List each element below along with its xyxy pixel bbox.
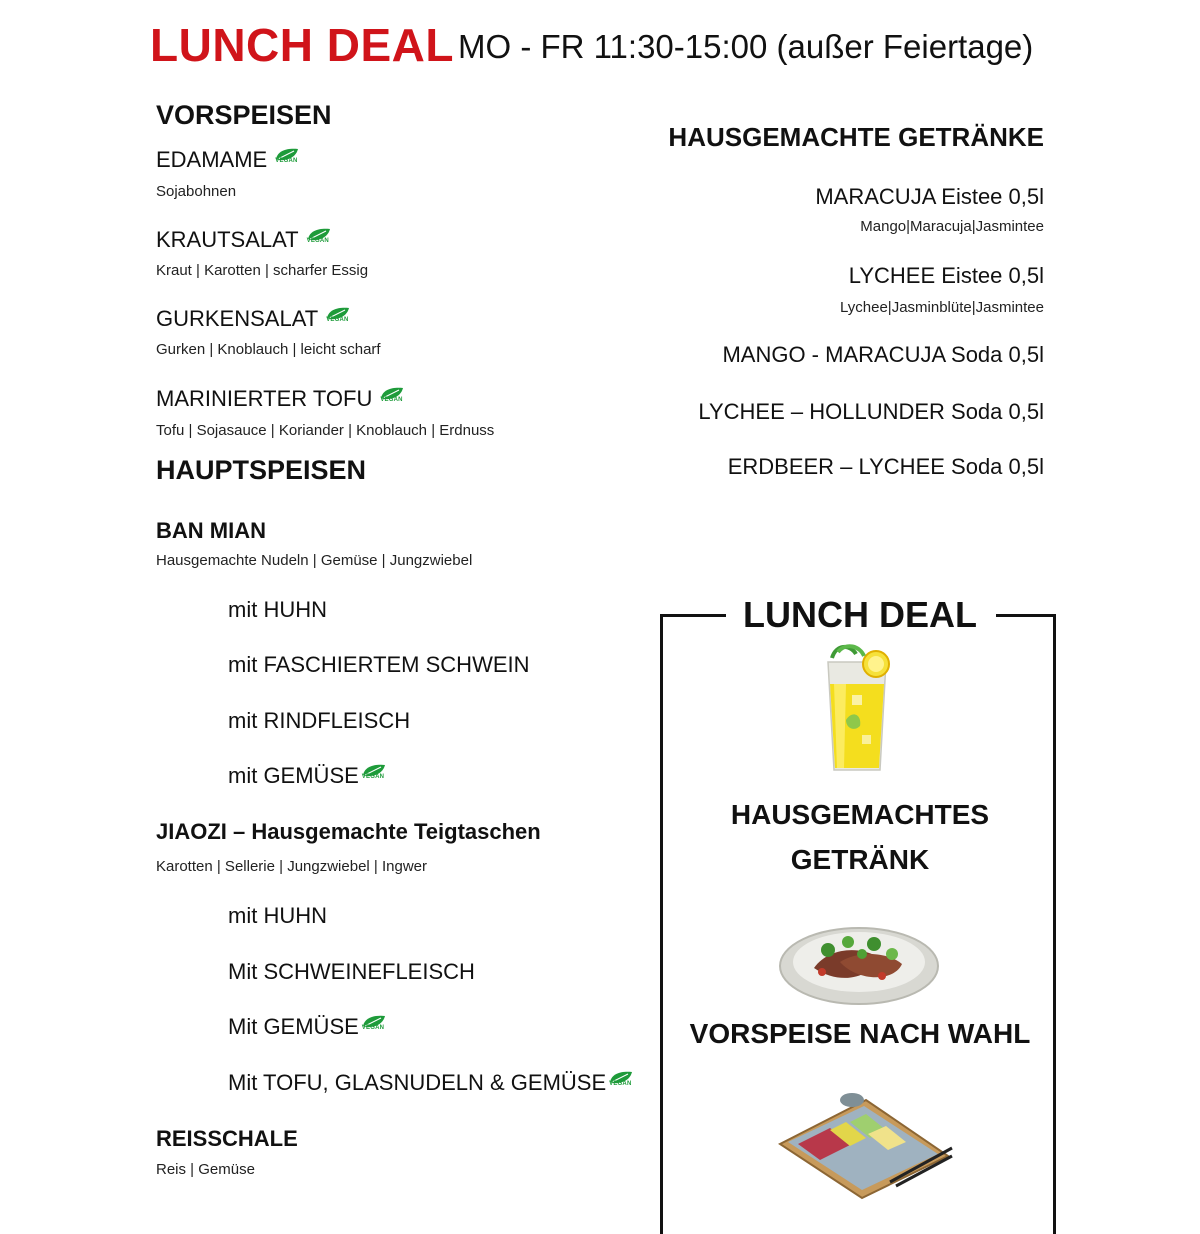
mains-heading: HAUPTSPEISEN xyxy=(156,455,367,485)
dish-desc: Karotten | Sellerie | Jungzwiebel | Ingwer xyxy=(156,858,427,875)
deal-drink-caption-1: HAUSGEMACHTES xyxy=(730,799,990,830)
opening-hours: MO - FR 11:30-15:00 (außer Feiertage) xyxy=(458,28,1034,65)
page-title: LUNCH DEAL xyxy=(150,19,454,71)
dish-name-jiaozi: JIAOZI – Hausgemachte Teigtaschen xyxy=(156,819,541,844)
dish-name-ban-mian: BAN MIAN xyxy=(156,518,266,543)
drink-desc: Mango|Maracuja|Jasmintee xyxy=(860,218,1044,235)
vegan-leaf-icon: VEGAN xyxy=(272,147,300,169)
starter-name: GURKENSALAT xyxy=(156,306,319,331)
starter-name: EDAMAME xyxy=(156,147,268,172)
deal-box-title: LUNCH DEAL xyxy=(743,594,977,635)
dish-variant: mit HUHN xyxy=(228,903,327,928)
dish-variant: Mit GEMÜSE xyxy=(228,1014,359,1039)
starter-desc: Gurken | Knoblauch | leicht scharf xyxy=(156,341,381,358)
dish-variant-vegan xyxy=(228,1014,387,1040)
drink-name: LYCHEE – HOLLUNDER Soda 0,5l xyxy=(698,399,1044,424)
dish-desc: Reis | Gemüse xyxy=(156,1161,255,1178)
starter-name: MARINIERTER TOFU xyxy=(156,386,373,411)
dish-variant: Mit TOFU, GLASNUDELN & GEMÜSE xyxy=(228,1070,607,1095)
dish-variant: mit FASCHIERTEM SCHWEIN xyxy=(228,652,530,677)
dish-variant-vegan xyxy=(228,763,387,789)
drink-name: LYCHEE Eistee 0,5l xyxy=(848,263,1044,288)
drink-desc: Lychee|Jasminblüte|Jasmintee xyxy=(839,299,1044,316)
starter-item-tofu xyxy=(156,386,405,412)
main-dish-image xyxy=(770,1086,954,1205)
starter-desc: Kraut | Karotten | scharfer Essig xyxy=(156,262,369,279)
drink-name: MARACUJA Eistee 0,5l xyxy=(815,184,1044,209)
starters-heading: VORSPEISEN xyxy=(156,100,332,130)
dish-variant: Mit SCHWEINEFLEISCH xyxy=(228,959,475,984)
starter-desc: Sojabohnen xyxy=(156,183,237,200)
vegan-leaf-icon: VEGAN xyxy=(377,386,405,408)
drink-name: MANGO - MARACUJA Soda 0,5l xyxy=(722,342,1044,367)
dish-variant: mit RINDFLEISCH xyxy=(228,708,411,733)
deal-starter-caption: VORSPEISE NACH WAHL xyxy=(689,1018,1031,1049)
dish-name-reisschale: REISSCHALE xyxy=(156,1126,298,1151)
dish-variant: mit GEMÜSE xyxy=(228,763,359,788)
starter-desc: Tofu | Sojasauce | Koriander | Knoblauch | Erdnuss xyxy=(156,422,495,439)
dish-variant: mit HUHN xyxy=(228,597,327,622)
vegan-leaf-icon: VEGAN xyxy=(606,1070,634,1092)
starter-plate-image xyxy=(778,920,940,1011)
deal-drink-caption-2: GETRÄNK xyxy=(790,844,930,875)
vegan-leaf-icon: VEGAN xyxy=(359,763,387,785)
drinks-heading: HAUSGEMACHTE GETRÄNKE xyxy=(668,122,1044,152)
starter-item-edamame xyxy=(156,147,300,173)
dish-desc: Hausgemachte Nudeln | Gemüse | Jungzwiebel xyxy=(156,552,473,569)
vegan-leaf-icon: VEGAN xyxy=(304,227,332,249)
starter-item-gurkensalat xyxy=(156,306,351,332)
vegan-leaf-icon: VEGAN xyxy=(359,1014,387,1036)
drink-name: ERDBEER – LYCHEE Soda 0,5l xyxy=(727,454,1044,479)
dish-variant-vegan xyxy=(228,1070,634,1096)
starter-item-krautsalat xyxy=(156,227,332,253)
starter-name: KRAUTSALAT xyxy=(156,227,299,252)
iced-drink-image xyxy=(816,640,898,783)
vegan-leaf-icon: VEGAN xyxy=(323,306,351,328)
